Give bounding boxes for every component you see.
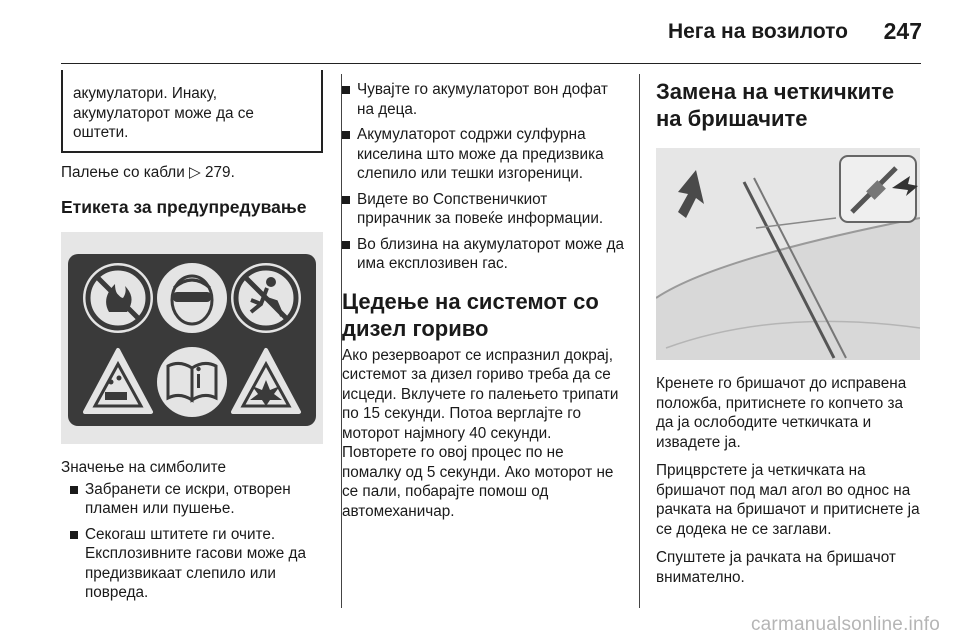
column-left <box>61 70 323 609</box>
note-box <box>61 70 323 153</box>
list-item: Чувајте го акумулаторот вон дофат на деца. <box>342 80 624 119</box>
column-divider <box>639 74 640 608</box>
ref-page: 279. <box>205 163 235 181</box>
wiper-blade-image <box>656 148 920 360</box>
bullet-square-icon <box>342 241 350 249</box>
watermark: carmanualsonline.info <box>750 614 940 635</box>
symbols-list <box>61 480 323 603</box>
bullet-square-icon <box>70 486 78 494</box>
column-middle <box>342 78 624 521</box>
page-number: 247 <box>883 18 922 44</box>
symbols-caption: Значење на симболите <box>61 459 227 476</box>
paragraph: Прицврстете ја четкичката на бришачот под мал агол во однос на рачката на бришачот и притиснете ја се додека не се заглави. <box>656 462 920 538</box>
list-item: Акумулаторот содржи сулфурна киселина што може да предизвика слепило или тешки изгореници. <box>342 125 624 184</box>
column-right <box>656 78 924 587</box>
ref-text: Палење со кабли <box>61 163 185 181</box>
diesel-paragraph: Ако резервоарот се испразнил докрај, системот за дизел гориво треба да се исцеди. Вклучете го палењето трипати по 15 секунди. Потоа верглајте го моторот најмногу 40 секунди. Повторете го овој процес по не помалку од 5 секунди. Ако моторот не се пали, побарајте помош од автомеханичар. <box>342 346 619 520</box>
list-item: Видете во Сопственичкиот прирачник за повеќе информации. <box>342 190 624 229</box>
eye-protection-icon <box>157 263 227 333</box>
arrow-ref-icon: ▷ <box>189 163 201 181</box>
bullet-square-icon <box>342 131 350 139</box>
read-manual-icon <box>157 347 227 417</box>
bullet-square-icon <box>342 196 350 204</box>
section-heading: Замена на четкичките на бришачите <box>656 79 895 131</box>
list-item: Секогаш штитете ги очите. Експлозивните гасови може да предизвикаат слепило или повреда. <box>61 525 323 603</box>
no-fire-icon <box>83 263 153 333</box>
bullet-square-icon <box>342 86 350 94</box>
warning-label-image <box>61 232 323 444</box>
note-text: акумулатори. Инаку, акумулаторот може да се оштети. <box>73 85 254 141</box>
list-item: Забранети се искри, отворен пламен или пушење. <box>61 480 323 519</box>
bullet-square-icon <box>70 531 78 539</box>
cross-reference[interactable] <box>61 163 323 183</box>
header-divider <box>61 63 921 64</box>
section-heading: Етикета за предупредување <box>61 197 307 217</box>
battery-warnings-list <box>342 80 624 274</box>
paragraph: Кренете го бришачот до исправена положба, притиснете го копчето за да ја ослободите четкичката и извадете ја. <box>656 375 907 451</box>
paragraph: Спуштете ја рачката на бришачот внимателно. <box>656 549 896 586</box>
keep-away-children-icon <box>231 263 301 333</box>
section-heading: Цедење на системот со дизел гориво <box>342 288 599 341</box>
list-item: Во близина на акумулаторот може да има експлозивен гас. <box>342 235 624 274</box>
page-header-title: Нега на возилото <box>667 20 848 43</box>
